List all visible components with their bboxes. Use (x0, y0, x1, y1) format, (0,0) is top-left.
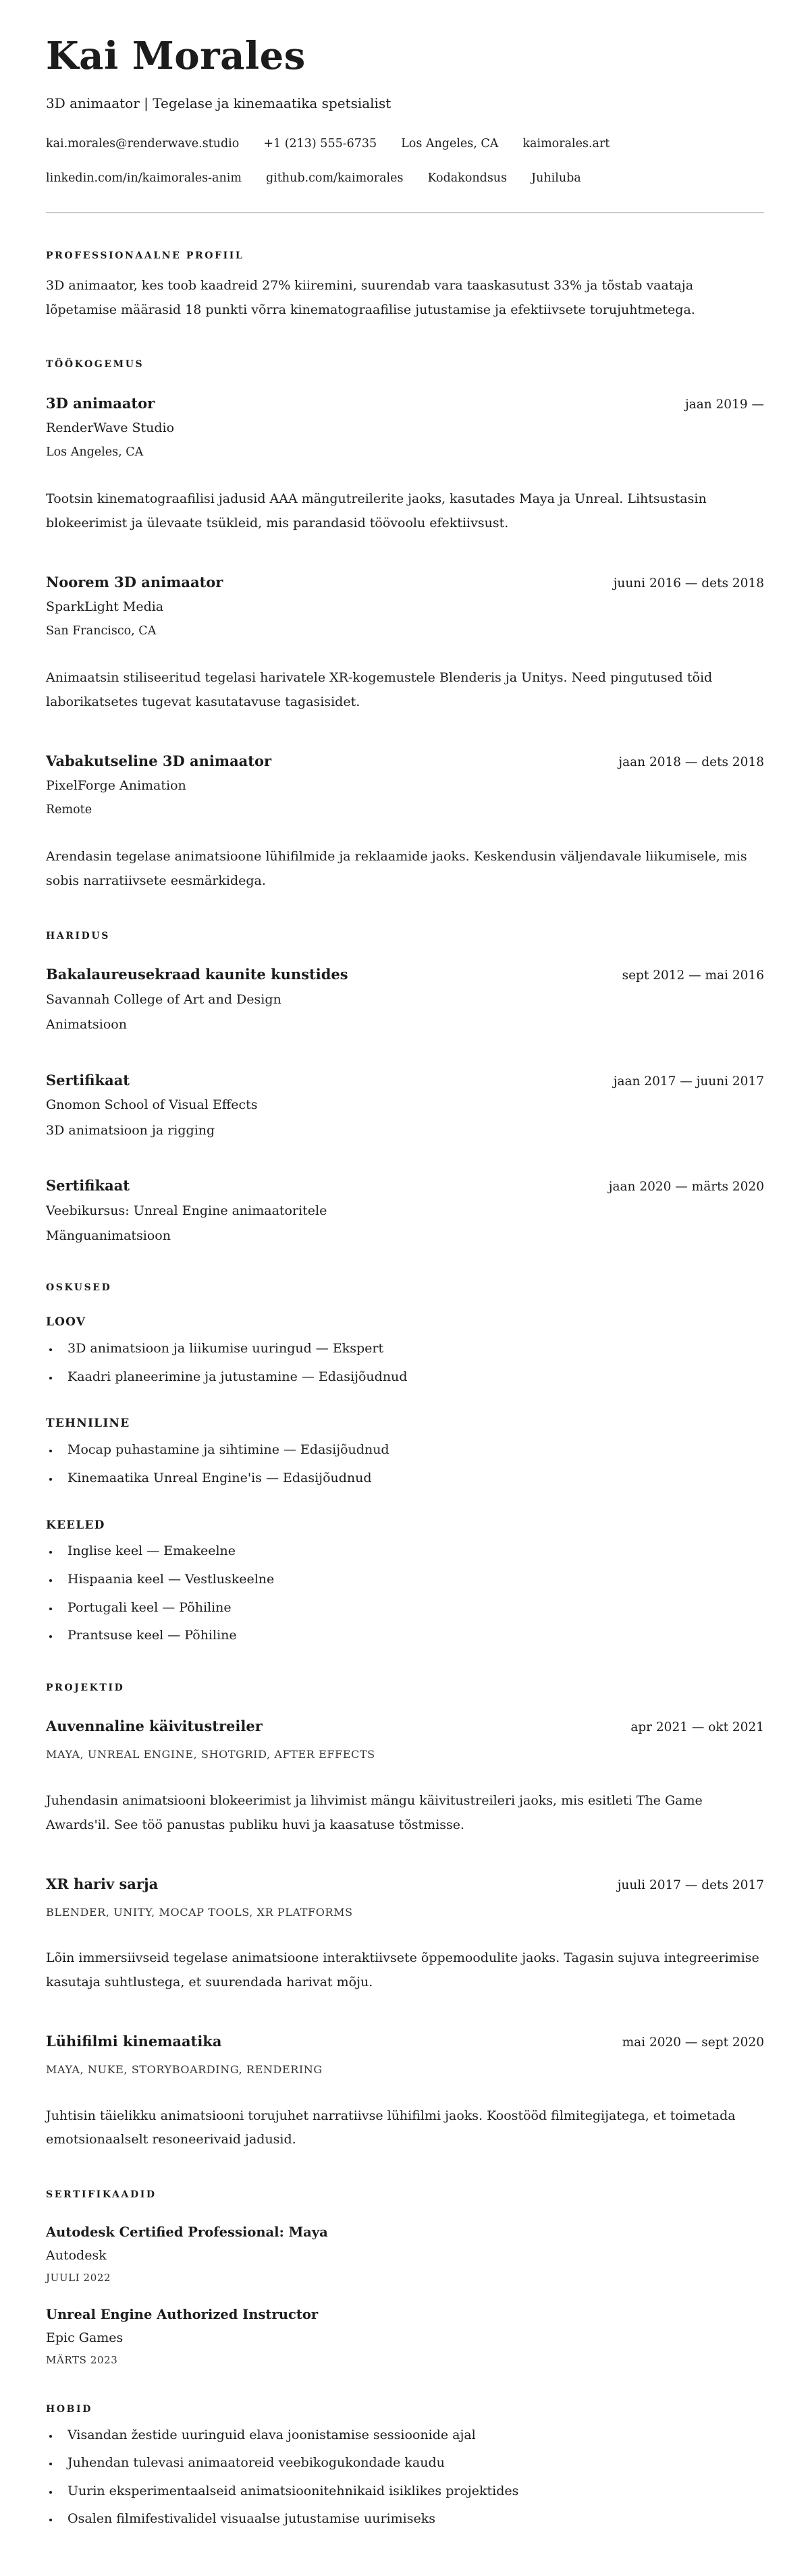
education-degree: Sertifikaat (46, 1071, 130, 1089)
education-school: Gnomon School of Visual Effects (46, 1097, 258, 1113)
section-heading-hobbies: HOBID (46, 2404, 92, 2415)
certification-name: Autodesk Certified Professional: Maya (46, 2224, 328, 2240)
contact-github: github.com/kaimorales (265, 171, 404, 185)
job-title-row (46, 395, 764, 412)
person-title: 3D animaator | Tegelase ja kinemaatika spetsialist (46, 95, 392, 112)
job-entry (46, 752, 764, 894)
project-tools: MAYA, UNREAL ENGINE, SHOTGRID, AFTER EFFECTS (46, 1748, 375, 1761)
education-dates: sept 2012 — mai 2016 (622, 968, 764, 983)
project-entry (46, 1875, 764, 1995)
contact-row-primary (46, 136, 764, 153)
job-location: San Francisco, CA (46, 624, 157, 638)
contact-linkedin: linkedin.com/in/kaimorales-anim (46, 171, 242, 185)
section-profile (46, 250, 764, 322)
project-dates: juuli 2017 — dets 2017 (617, 1878, 764, 1892)
job-company: SparkLight Media (46, 599, 164, 615)
section-certifications (46, 2189, 764, 2367)
job-title-row (46, 574, 764, 591)
section-education (46, 930, 764, 1245)
job-description: Animaatsin stiliseeritud tegelasi harivatele XR-kogemustele Blenderis ja Unitys. Need pingutused tõid laborikatsetes tugevat kasutatavuse tagasisidet. (46, 670, 713, 709)
job-title: Noorem 3D animaator (46, 573, 223, 591)
contact-location: Los Angeles, CA (401, 137, 499, 151)
contact-citizenship: Kodakondsus (427, 171, 508, 185)
language-item: • Hispaania keel — Vestluskeelne (59, 1570, 764, 1589)
header-divider (46, 212, 764, 213)
project-description: Lõin immersiivseid tegelase animatsioone interaktiivsete õppemoodulite jaoks. Tagasin sujuva integreerimise kasutaja suhtlustega, et suurendada harivat mõju. (46, 1950, 759, 1990)
education-title-row (46, 1072, 764, 1089)
job-description: Tootsin kinematograafilisi jadusid AAA mängutreilerite jaoks, kasutades Maya ja Unreal. Lihtsustasin blokeerimist ja ülevaate tsükleid, mis parandasid töövoolu efektiivsust. (46, 491, 707, 531)
job-description: Arendasin tegelase animatsioone lühifilmide ja reklaamide jaoks. Keskendusin väljendavale liikumisele, mis sobis narratiivsete eesmärkidega. (46, 849, 747, 888)
project-entry (46, 1718, 764, 1837)
skill-item: • Mocap puhastamine ja sihtimine — Edasijõudnud (59, 1441, 764, 1460)
education-title-row (46, 966, 764, 983)
skills-group-technical: TEHNILINE (46, 1417, 130, 1431)
job-company: PixelForge Animation (46, 777, 186, 793)
section-heading-skills: OSKUSED (46, 1282, 112, 1293)
section-languages (46, 1518, 764, 1645)
contact-website: kaimorales.art (522, 137, 610, 151)
job-company: RenderWave Studio (46, 420, 175, 436)
certification-date: JUULI 2022 (46, 2271, 111, 2284)
language-item: • Inglise keel — Emakeelne (59, 1542, 764, 1561)
education-degree: Sertifikaat (46, 1177, 130, 1195)
job-dates: juuni 2016 — dets 2018 (613, 576, 764, 591)
contact-row-secondary (46, 170, 764, 187)
project-entry (46, 2033, 764, 2152)
education-entry (46, 966, 764, 1034)
project-dates: mai 2020 — sept 2020 (622, 2035, 764, 2050)
language-item: • Portugali keel — Põhiline (59, 1599, 764, 1618)
language-item: • Prantsuse keel — Põhiline (59, 1626, 764, 1645)
job-dates: jaan 2019 — (684, 397, 764, 412)
education-title-row (46, 1177, 764, 1195)
education-entry (46, 1072, 764, 1140)
education-school: Veebikursus: Unreal Engine animaatoritele (46, 1203, 327, 1218)
job-entry (46, 395, 764, 536)
section-heading-education: HARIDUS (46, 930, 110, 941)
project-title: Lühifilmi kinemaatika (46, 2032, 222, 2050)
project-tools: MAYA, NUKE, STORYBOARDING, RENDERING (46, 2063, 323, 2077)
project-title: Auvennaline käivitustreiler (46, 1718, 263, 1735)
section-heading-projects: PROJEKTID (46, 1682, 125, 1693)
languages-list (46, 1542, 764, 1645)
certification-date: MÄRTS 2023 (46, 2353, 118, 2366)
section-heading-profile: PROFESSIONAALNE PROFIIL (46, 250, 244, 262)
education-field: Animatsioon (46, 1017, 127, 1033)
skills-list-technical (46, 1441, 764, 1487)
certification-entry (46, 2306, 764, 2367)
skill-item: • Kaadri planeerimine ja jutustamine — Edasijõudnud (59, 1368, 764, 1387)
section-hobbies (46, 2403, 764, 2529)
resume-header (46, 34, 764, 213)
education-degree: Bakalaureusekraad kaunite kunstides (46, 966, 348, 983)
education-school: Savannah College of Art and Design (46, 991, 281, 1007)
job-title: 3D animaator (46, 394, 155, 412)
project-description: Juhtisin täielikku animatsiooni torujuhet narratiivse lühifilmi jaoks. Koostööd filmitegijatega, et toimetada emotsionaalselt resoneerivaid jadusid. (46, 2108, 736, 2147)
project-title-row (46, 1718, 764, 1735)
skills-group-creative: LOOV (46, 1315, 86, 1330)
education-dates: jaan 2020 — märts 2020 (608, 1180, 764, 1195)
education-entry (46, 1177, 764, 1245)
section-experience (46, 358, 764, 893)
person-name: Kai Morales (46, 34, 306, 78)
section-projects (46, 1682, 764, 2152)
skill-item: • 3D animatsioon ja liikumise uuringud — Ekspert (59, 1340, 764, 1359)
job-entry (46, 574, 764, 715)
hobby-item: • Juhendan tulevasi animaatoreid veebikogukondade kaudu (59, 2454, 764, 2473)
project-tools: BLENDER, UNITY, MOCAP TOOLS, XR PLATFORMS (46, 1905, 353, 1919)
job-dates: jaan 2018 — dets 2018 (618, 755, 764, 769)
certification-name: Unreal Engine Authorized Instructor (46, 2306, 319, 2322)
certification-entry (46, 2224, 764, 2284)
certification-issuer: Autodesk (46, 2247, 107, 2263)
section-heading-languages: KEELED (46, 1518, 105, 1532)
section-heading-experience: TÖÖKOGEMUS (46, 359, 144, 371)
profile-text: 3D animaator, kes toob kaadreid 27% kiiremini, suurendab vara taaskasutust 33% ja tõstab vaataja lõpetamise määrasid 18 punkti võrra kinematograafilise jutustamise ja efektiivsete torujuhtmetega. (46, 277, 695, 317)
education-field: 3D animatsioon ja rigging (46, 1122, 215, 1138)
job-location: Remote (46, 802, 92, 817)
education-dates: jaan 2017 — juuni 2017 (613, 1074, 764, 1089)
contact-phone: +1 (213) 555-6735 (263, 137, 377, 151)
section-heading-certifications: SERTIFIKAADID (46, 2189, 157, 2201)
contact-email: kai.morales@renderwave.studio (46, 137, 240, 151)
certification-issuer: Epic Games (46, 2330, 124, 2346)
hobby-item: • Visandan žestide uuringuid elava joonistamise sessioonide ajal (59, 2426, 764, 2445)
project-title-row (46, 2033, 764, 2050)
skills-list-creative (46, 1340, 764, 1386)
skill-item: • Kinemaatika Unreal Engine'is — Edasijõudnud (59, 1469, 764, 1488)
hobbies-list (46, 2426, 764, 2529)
section-skills (46, 1282, 764, 1488)
job-location: Los Angeles, CA (46, 445, 144, 459)
hobby-item: • Uurin eksperimentaalseid animatsioonitehnikaid isiklikes projektides (59, 2482, 764, 2501)
contact-license: Juhiluba (531, 171, 581, 185)
project-title-row (46, 1875, 764, 1893)
job-title: Vabakutseline 3D animaator (46, 752, 272, 769)
project-description: Juhendasin animatsiooni blokeerimist ja lihvimist mängu käivitustreileri jaoks, mis esitleti The Game Awards'il. See töö panustas publiku huvi ja kaasatuse tõstmisse. (46, 1793, 703, 1832)
project-dates: apr 2021 — okt 2021 (630, 1720, 764, 1735)
education-field: Mänguanimatsioon (46, 1228, 171, 1244)
hobby-item: • Osalen filmifestivalidel visuaalse jutustamise uurimiseks (59, 2510, 764, 2529)
job-title-row (46, 752, 764, 770)
project-title: XR hariv sarja (46, 1875, 159, 1892)
